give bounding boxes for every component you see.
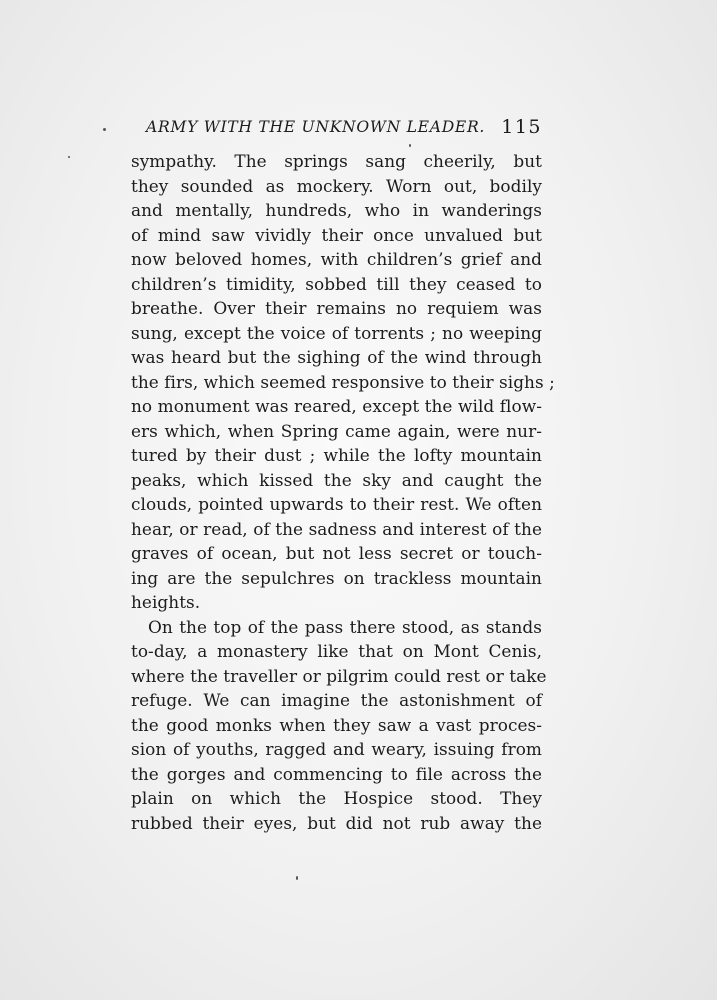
text-line: now beloved homes, with children’s grief and xyxy=(131,249,542,269)
text-line: peaks, which kissed the sky and caught the xyxy=(131,469,542,490)
ink-speck xyxy=(103,128,106,131)
body-text xyxy=(131,149,555,835)
text-line: breathe. Over their remains no requiem was xyxy=(131,298,542,318)
page-number: 115 xyxy=(501,116,542,138)
text-line: sympathy. The springs sang cheerily, but xyxy=(131,151,542,171)
page-header xyxy=(146,114,542,140)
text-line: the firs, which seemed responsive to their sighs ; xyxy=(131,371,555,392)
text-line: tured by their dust ; while the lofty mountain xyxy=(131,445,542,465)
text-line: and mentally, hundreds, who in wanderings xyxy=(131,200,542,220)
text-line: to-day, a monastery like that on Mont Cenis, xyxy=(131,641,542,661)
text-line: heights. xyxy=(131,592,201,612)
text-line: hear, or read, of the sadness and interest of the xyxy=(131,518,542,539)
running-head: ARMY WITH THE UNKNOWN LEADER. xyxy=(146,118,486,136)
text-line: the good monks when they saw a vast proces- xyxy=(131,714,542,735)
text-line: sion of youths, ragged and weary, issuing from xyxy=(131,739,542,759)
text-line: clouds, pointed upwards to their rest. We often xyxy=(131,494,542,514)
ink-speck xyxy=(296,876,298,880)
text-line: On the top of the pass there stood, as stands xyxy=(148,616,542,637)
text-line: sung, except the voice of torrents ; no weeping xyxy=(131,322,542,343)
text-line: was heard but the sighing of the wind through xyxy=(131,347,542,367)
ink-speck xyxy=(68,156,70,158)
text-line: of mind saw vividly their once unvalued but xyxy=(131,224,542,245)
text-line: refuge. We can imagine the astonishment of xyxy=(131,690,542,710)
text-line: the gorges and commencing to file across the xyxy=(131,763,542,784)
text-line: children’s timidity, sobbed till they ceased to xyxy=(131,273,542,294)
text-line: graves of ocean, but not less secret or touch- xyxy=(131,543,542,563)
text-line: they sounded as mockery. Worn out, bodily xyxy=(131,175,542,196)
text-line: rubbed their eyes, but did not rub away the xyxy=(131,812,542,833)
text-line: ing are the sepulchres on trackless mountain xyxy=(131,567,542,588)
text-line: no monument was reared, except the wild flow- xyxy=(131,396,542,416)
text-line: plain on which the Hospice stood. They xyxy=(131,788,542,808)
text-line: where the traveller or pilgrim could rest or take xyxy=(131,665,547,686)
ink-speck xyxy=(409,144,411,147)
text-line: ers which, when Spring came again, were nur- xyxy=(131,420,542,441)
